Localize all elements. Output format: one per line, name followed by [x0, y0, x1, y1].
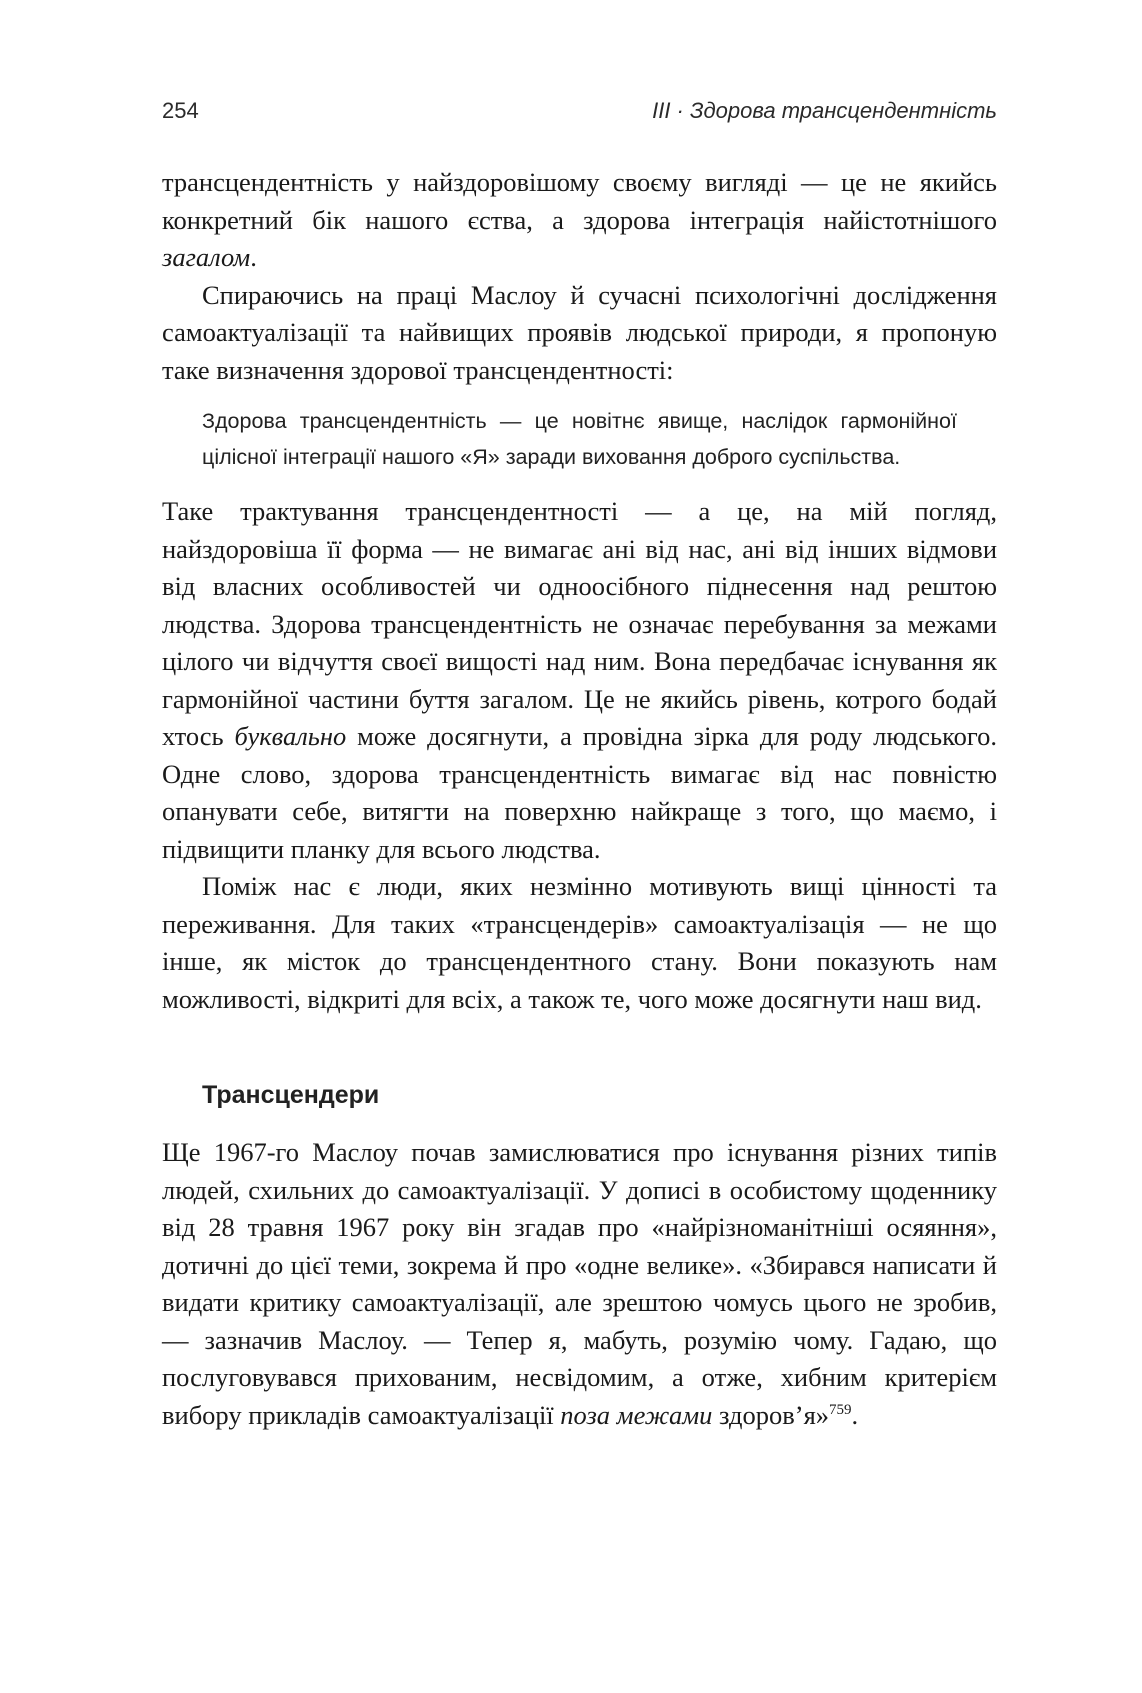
- paragraph-3: [162, 493, 997, 868]
- paragraph-4: Поміж нас є люди, яких незмінно мотивують вищі цінності та переживання. Для таких «трансцендерів» самоактуалізація — не що інше, як місток до трансцендентного стану. Вони показують нам можливості, відкриті для всіх, а також те, чого може досягнути наш вид.: [162, 871, 997, 1014]
- paragraph-5: [162, 1134, 997, 1434]
- section-title: III · Здорова трансцендентність: [652, 98, 997, 123]
- paragraph-1-end: .: [250, 242, 257, 272]
- definition-quote: Здорова трансцендентність — це новітнє явище, наслідок гармонійної цілісної інтеграції нашого «Я» заради виховання доброго суспільства.: [202, 409, 957, 469]
- paragraph-3-text: Таке трактування трансцендентності — а це, на мій погляд, найздоровіша її форма — не вимагає ані від нас, ані від інших відмови від власних особливостей чи одноосібного піднесення над рештою людства. Здорова трансцендентність не означає перебування за межами цілого чи відчуття своєї вищості над ним. Вона передбачає існування як гармонійної частини буття загалом. Це не якийсь рівень, котрого бодай хтось: [162, 496, 997, 751]
- footnote-reference[interactable]: 759: [829, 1401, 852, 1418]
- paragraph-5-end: .: [851, 1399, 859, 1430]
- paragraph-5-quote-end: здоров’я»: [712, 1399, 830, 1430]
- page-number: 254: [162, 98, 199, 123]
- section-subheading: Трансцендери: [202, 1081, 380, 1109]
- paragraph-1-text: трансцендентність у найздоровішому своєму вигляді — це не якийсь конкретний бік нашого єства, а здорова інтеграція найістотнішого: [162, 167, 997, 235]
- paragraph-3-end: може досягнути, а провідна зірка для роду людського. Одне слово, здорова трансцендентність вимагає від нас повністю опанувати себе, витягти на поверхню найкраще з того, що маємо, і підвищити планку для всього людства.: [162, 721, 997, 864]
- paragraph-5-text: Ще 1967-го Маслоу почав замислюватися про існування різних типів людей, схильних до самоактуалізації. У дописі в особистому щоденнику від 28 травня 1967 року він згадав про «найрізноманітніші осяяння», дотичні до цієї теми, зокрема й про «одне велике». «Збирався написати й видати критику самоактуалізації, але зрештою чомусь цього не зробив, — зазначив Маслоу. — Тепер я, мабуть, розумію чому. Гадаю, що послуговувався прихованим, несвідомим, а отже, хибним критерієм вибору прикладів самоактуалізації: [162, 1137, 997, 1430]
- paragraph-1: [162, 164, 997, 277]
- paragraph-3-emphasis: буквально: [234, 721, 347, 751]
- paragraph-5-emphasis: поза межами: [560, 1399, 713, 1430]
- paragraph-2: Спираючись на праці Маслоу й сучасні психологічні дослідження самоактуалізації та найвищих проявів людської природи, я пропоную таке визначення здорової трансцендентності:: [162, 279, 997, 385]
- body-text: [162, 164, 997, 1434]
- paragraph-1-emphasis: загалом: [162, 242, 251, 272]
